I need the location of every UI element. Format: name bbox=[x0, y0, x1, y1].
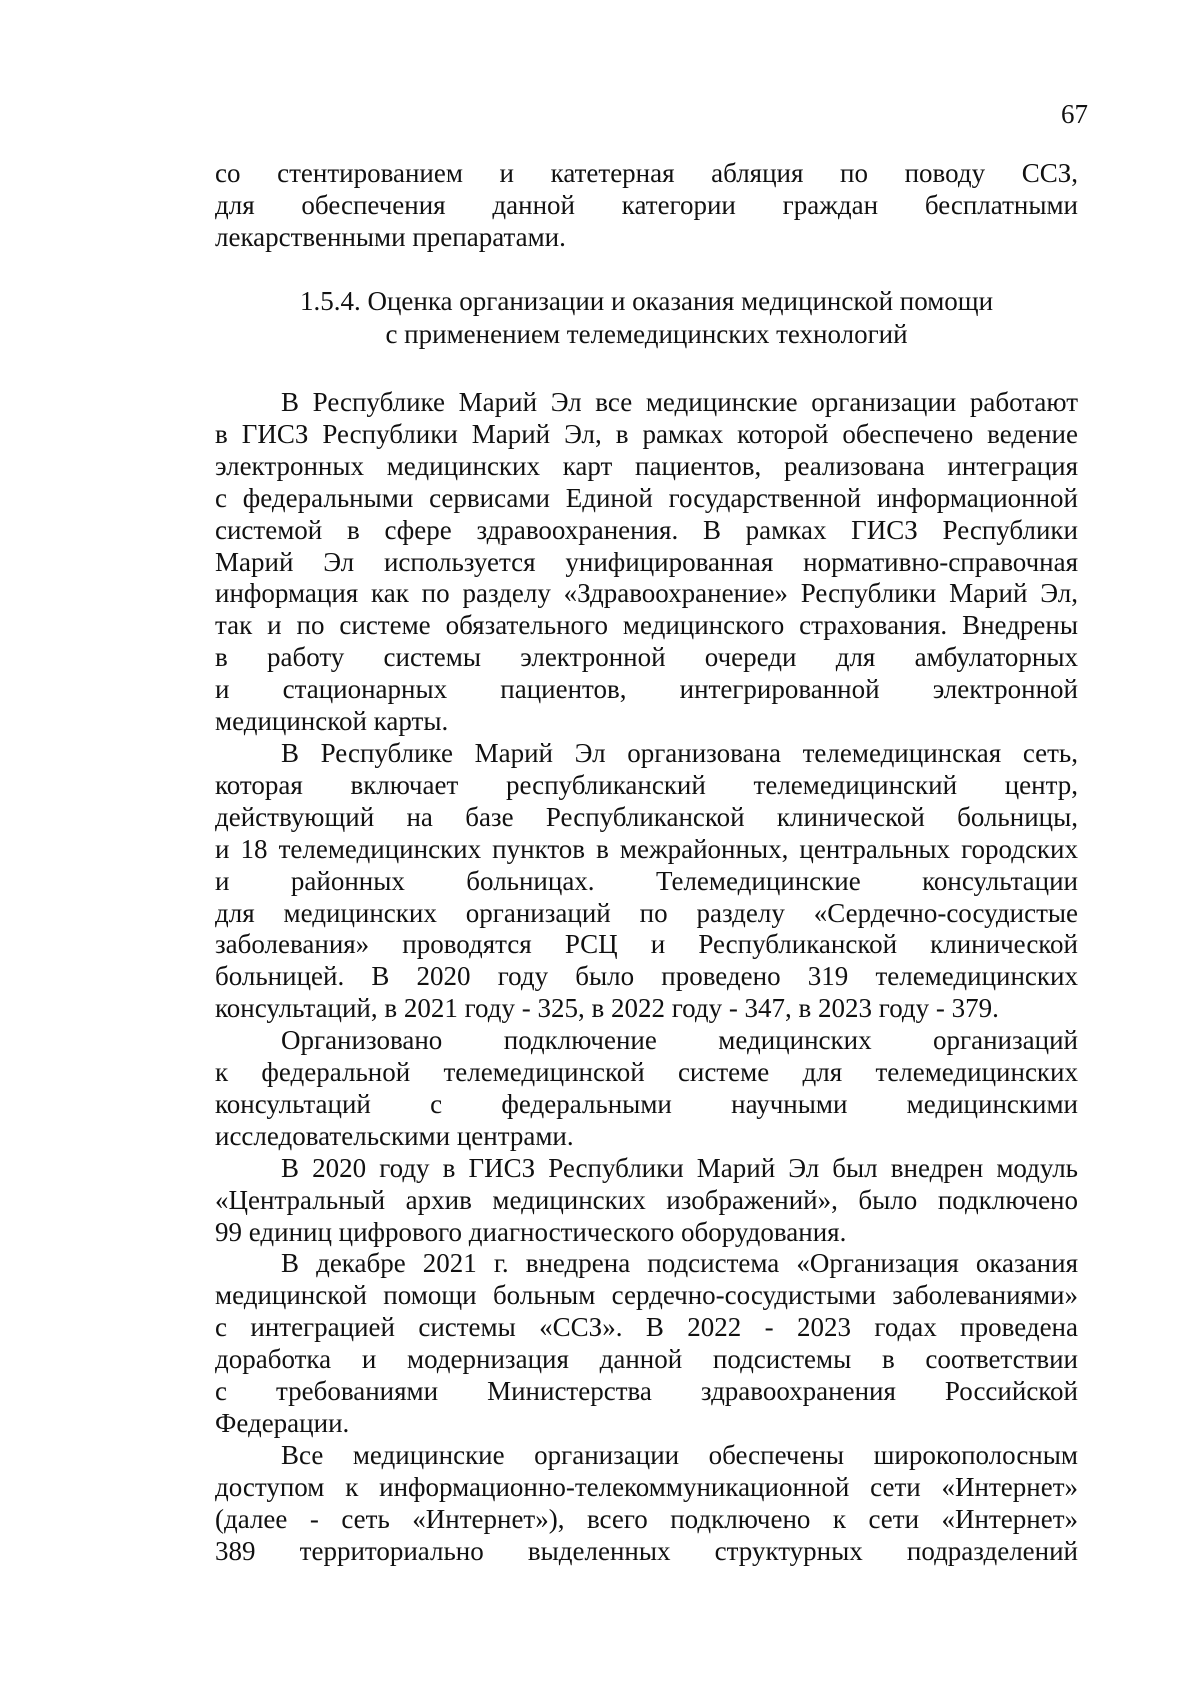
text-line: к федеральной телемедицинской системе для телемедицинских bbox=[215, 1057, 1078, 1088]
text-line: доступом к информационно-телекоммуникационной сети «Интернет» bbox=[215, 1471, 1078, 1502]
text-line: В 2020 году в ГИСЗ Республики Марий Эл был внедрен модуль bbox=[281, 1152, 1078, 1183]
text-line: консультаций с федеральными научными медицинскими bbox=[215, 1088, 1078, 1119]
text-line: лекарственными препаратами. bbox=[215, 221, 566, 252]
text-line: и стационарных пациентов, интегрированной электронной bbox=[215, 674, 1078, 705]
paragraph bbox=[215, 1248, 1078, 1439]
text-line: В Республике Марий Эл организована телемедицинская сеть, bbox=[281, 737, 1078, 768]
section-heading-line: с применением телемедицинских технологий bbox=[385, 319, 908, 349]
text-line: с требованиями Министерства здравоохранения Российской bbox=[215, 1376, 1078, 1407]
text-line: заболевания» проводятся РСЦ и Республиканской клинической bbox=[215, 929, 1078, 960]
page-number: 67 bbox=[1061, 99, 1088, 129]
paragraph bbox=[215, 1153, 1078, 1249]
text-line: с интеграцией системы «ССЗ». В 2022 - 2023 годах проведена bbox=[215, 1312, 1078, 1343]
text-line: 389 территориально выделенных структурных подразделений bbox=[215, 1535, 1078, 1566]
paragraph bbox=[215, 738, 1078, 1025]
text-line: (далее - сеть «Интернет»), всего подключено к сети «Интернет» bbox=[215, 1503, 1078, 1534]
text-line: в ГИСЗ Республики Марий Эл, в рамках которой обеспечено ведение bbox=[215, 418, 1078, 449]
text-line: информация как по разделу «Здравоохранение» Республики Марий Эл, bbox=[215, 578, 1078, 609]
text-line: «Центральный архив медицинских изображений», было подключено bbox=[215, 1184, 1078, 1215]
paragraph bbox=[215, 387, 1078, 738]
text-line: так и по системе обязательного медицинского страхования. Внедрены bbox=[215, 610, 1078, 641]
continuation-paragraph bbox=[215, 158, 1078, 254]
text-line: и 18 телемедицинских пунктов в межрайонных, центральных городских bbox=[215, 833, 1078, 864]
paragraph bbox=[215, 1440, 1078, 1568]
paragraph-continued bbox=[215, 158, 1078, 254]
section-heading-line: 1.5.4. Оценка организации и оказания медицинской помощи bbox=[299, 286, 994, 316]
text-line: действующий на базе Республиканской клинической больницы, bbox=[215, 801, 1078, 832]
text-line: доработка и модернизация данной подсистемы в соответствии bbox=[215, 1344, 1078, 1375]
text-line: которая включает республиканский телемедицинский центр, bbox=[215, 769, 1078, 800]
text-line: электронных медицинских карт пациентов, реализована интеграция bbox=[215, 450, 1078, 481]
section-body bbox=[215, 387, 1078, 1568]
text-line: 99 единиц цифрового диагностического оборудования. bbox=[215, 1216, 847, 1247]
text-line: со стентированием и катетерная абляция по поводу ССЗ, bbox=[215, 158, 1078, 188]
paragraph bbox=[215, 1025, 1078, 1153]
text-line: в работу системы электронной очереди для амбулаторных bbox=[215, 642, 1078, 673]
text-line: для медицинских организаций по разделу «Сердечно-сосудистые bbox=[215, 897, 1078, 928]
text-line: консультаций, в 2021 году - 325, в 2022 году - 347, в 2023 году - 379. bbox=[215, 993, 999, 1024]
text-line: и районных больницах. Телемедицинские консультации bbox=[215, 865, 1078, 896]
text-line: с федеральными сервисами Единой государственной информационной bbox=[215, 482, 1078, 513]
text-line: Организовано подключение медицинских организаций bbox=[281, 1025, 1078, 1056]
section-heading bbox=[215, 285, 1078, 351]
text-line: медицинской помощи больным сердечно-сосудистыми заболеваниями» bbox=[215, 1280, 1078, 1311]
text-line: исследовательскими центрами. bbox=[215, 1120, 574, 1151]
text-line: больницей. В 2020 году было проведено 319 телемедицинских bbox=[215, 961, 1078, 992]
text-line: для обеспечения данной категории граждан бесплатными bbox=[215, 189, 1078, 220]
text-line: В Республике Марий Эл все медицинские организации работают bbox=[281, 387, 1078, 417]
text-line: Марий Эл используется унифицированная нормативно-справочная bbox=[215, 546, 1078, 577]
text-line: системой в сфере здравоохранения. В рамках ГИСЗ Республики bbox=[215, 514, 1078, 545]
text-line: В декабре 2021 г. внедрена подсистема «Организация оказания bbox=[281, 1248, 1078, 1279]
text-line: Все медицинские организации обеспечены широкополосным bbox=[281, 1439, 1078, 1470]
text-line: Федерации. bbox=[215, 1408, 350, 1438]
text-line: медицинской карты. bbox=[215, 706, 449, 737]
